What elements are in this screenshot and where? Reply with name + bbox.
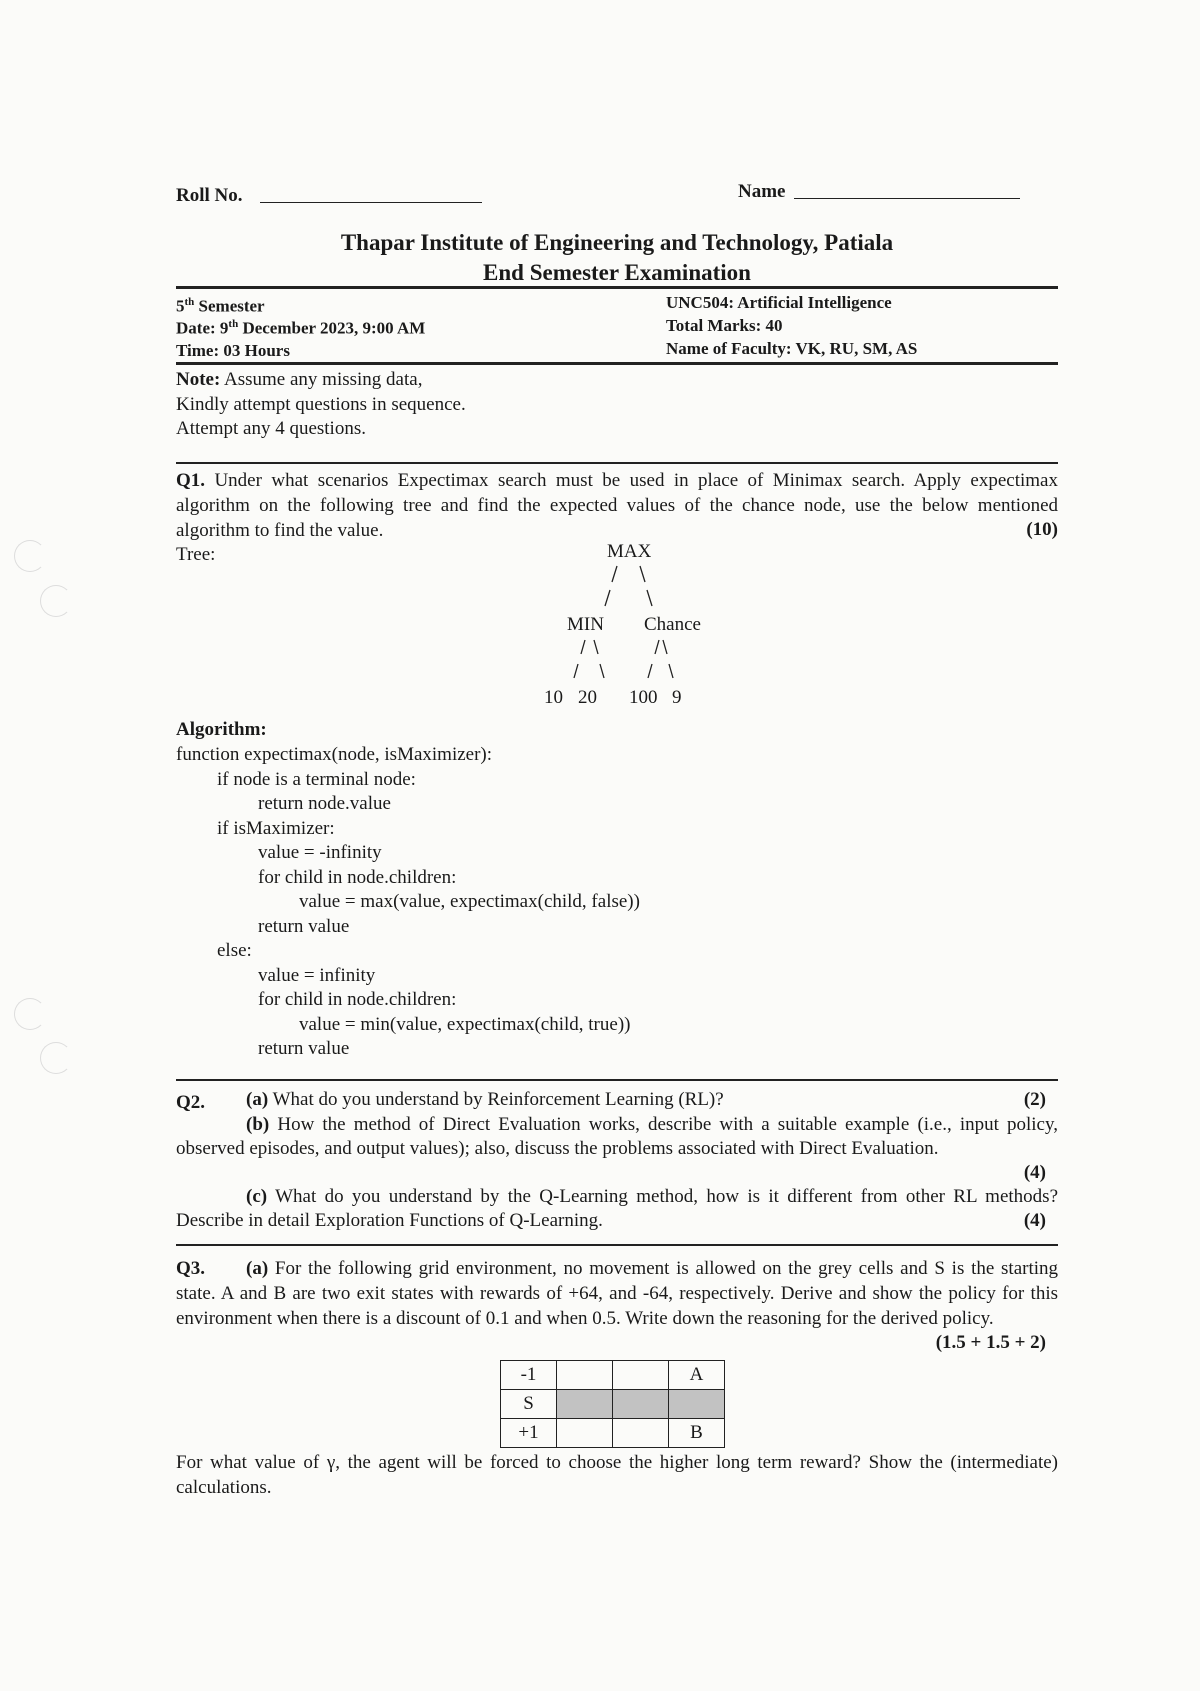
note-line-1: Assume any missing data, xyxy=(224,369,423,390)
q2c-marks: (4) xyxy=(1023,1210,1046,1231)
grid-cell-blocked xyxy=(557,1390,613,1419)
grid-cell: +1 xyxy=(501,1419,557,1448)
exam-title: End Semester Examination xyxy=(483,260,751,285)
expectimax-tree xyxy=(536,540,796,710)
code-line: value = min(value, expectimax(child, true)) xyxy=(242,1013,631,1035)
faculty: Name of Faculty: VK, RU, SM, AS xyxy=(666,339,918,358)
grid-cell-blocked xyxy=(669,1390,725,1419)
semester: 5th Semester xyxy=(176,296,265,316)
code-line: value = max(value, expectimax(child, false)) xyxy=(242,891,640,912)
note-rule xyxy=(176,462,1058,464)
grid-cell-start: S xyxy=(501,1390,557,1419)
q3-text: Q3. (a) For the following grid environment, no movement is allowed on the grey cells and S is the starting state. A and B are two exit states with rewards of +64, and -64, respectively. Derive and show the policy for this environment when there is a discount of 0.1 and when 0.5. Write down the reasoning for the derived policy. xyxy=(176,1258,1059,1329)
edge-chance-100 xyxy=(648,664,652,678)
q1-text: Q1. Under what scenarios Expectimax search must be used in place of Minimax search. Apply expectimax algorithm on the following tree and find the expected values of the chance node, use the below mentioned algorithm to find the value. xyxy=(176,470,1058,541)
code-line: return value xyxy=(220,915,350,937)
note-line-3: Attempt any 4 questions. xyxy=(176,418,366,440)
course-code: UNC504: Artificial Intelligence xyxy=(666,293,892,312)
q3-followup: For what value of γ, the agent will be forced to choose the higher long term reward? Show the (intermediate) calculations. xyxy=(176,1452,1058,1498)
grid-cell xyxy=(557,1361,613,1390)
edge-max-min xyxy=(612,566,617,582)
code-line: value = -infinity xyxy=(220,842,382,863)
q3-label: Q3. xyxy=(176,1258,206,1279)
code-line: return value xyxy=(220,1038,350,1059)
grid-cell-exit-b: B xyxy=(669,1419,725,1448)
algorithm-label: Algorithm: xyxy=(176,719,267,740)
name-label: Name xyxy=(738,181,786,202)
q2-rule xyxy=(176,1244,1058,1246)
name-field[interactable] xyxy=(794,198,1020,199)
header-rule-top xyxy=(176,286,1058,289)
edge-chance-9 xyxy=(669,664,673,678)
edge-min-10 xyxy=(581,640,585,654)
header-rule-bottom xyxy=(176,362,1058,365)
code-line: value = infinity xyxy=(220,964,376,986)
q2a-text: (a) What do you understand by Reinforcement Learning (RL)? xyxy=(246,1089,724,1110)
code-line: if isMaximizer: xyxy=(198,817,335,839)
q2c-text: (c) What do you understand by the Q-Learning method, how is it different from other RL methods? Describe in detail Exploration Functions of Q-Learning. xyxy=(176,1186,1058,1231)
roll-no-label: Roll No. xyxy=(176,185,243,206)
code-line: for child in node.children: xyxy=(220,989,457,1010)
q2-label: Q2. xyxy=(176,1092,206,1113)
tree-node-max: MAX xyxy=(607,541,652,562)
q1-marks: (10) xyxy=(1026,519,1058,540)
institute-title: Thapar Institute of Engineering and Technology, Patiala xyxy=(340,230,894,255)
grid-cell xyxy=(613,1419,669,1448)
tree-leaf: 20 xyxy=(578,687,597,708)
roll-no-field[interactable] xyxy=(260,202,482,203)
punch-hole-mark xyxy=(40,1042,72,1074)
q2b-marks: (4) xyxy=(1023,1162,1046,1183)
note-label: Note: xyxy=(176,369,221,390)
tree-node-min: MIN xyxy=(567,614,604,635)
exam-time: Time: 03 Hours xyxy=(176,341,290,360)
total-marks: Total Marks: 40 xyxy=(666,316,783,335)
edge-max-chance xyxy=(647,590,652,606)
grid-cell-exit-a: A xyxy=(669,1361,725,1390)
punch-hole-mark xyxy=(14,540,46,572)
edge-chance-9 xyxy=(663,640,667,654)
code-line: else: xyxy=(198,940,252,961)
q1-tree-label: Tree: xyxy=(176,544,216,565)
exam-date: Date: 9th December 2023, 9:00 AM xyxy=(176,318,426,338)
q1-label: Q1. xyxy=(176,470,206,491)
grid-environment xyxy=(500,1360,725,1448)
punch-hole-mark xyxy=(14,998,46,1030)
q3-marks: (1.5 + 1.5 + 2) xyxy=(935,1332,1046,1353)
edge-min-20 xyxy=(600,664,604,678)
code-line: return node.value xyxy=(220,793,391,814)
grid-cell-blocked xyxy=(613,1390,669,1419)
grid-cell xyxy=(613,1361,669,1390)
edge-max-min xyxy=(605,590,610,606)
tree-leaf: 9 xyxy=(672,687,682,708)
tree-leaf: 10 xyxy=(544,687,563,708)
note-line-2: Kindly attempt questions in sequence. xyxy=(176,393,466,415)
edge-chance-100 xyxy=(655,640,659,654)
code-line: for child in node.children: xyxy=(220,866,457,888)
note xyxy=(176,368,466,442)
edge-min-10 xyxy=(574,664,578,678)
grid-cell xyxy=(557,1419,613,1448)
edge-min-20 xyxy=(594,640,598,654)
q2a-marks: (2) xyxy=(1023,1089,1046,1110)
algorithm-code xyxy=(176,743,776,1059)
q2b-text: (b) How the method of Direct Evaluation works, describe with a suitable example (i.e., input policy, observed episodes, and output values); also, discuss the problems associated with Direct Evaluation. xyxy=(176,1114,1059,1159)
code-line: function expectimax(node, isMaximizer): xyxy=(176,744,493,765)
tree-node-chance: Chance xyxy=(644,614,701,635)
punch-hole-mark xyxy=(40,585,72,617)
q1-rule xyxy=(176,1079,1058,1081)
code-line: if node is a terminal node: xyxy=(198,768,416,790)
grid-cell: -1 xyxy=(501,1361,557,1390)
tree-leaf: 100 xyxy=(629,687,658,708)
edge-max-chance xyxy=(640,566,645,582)
